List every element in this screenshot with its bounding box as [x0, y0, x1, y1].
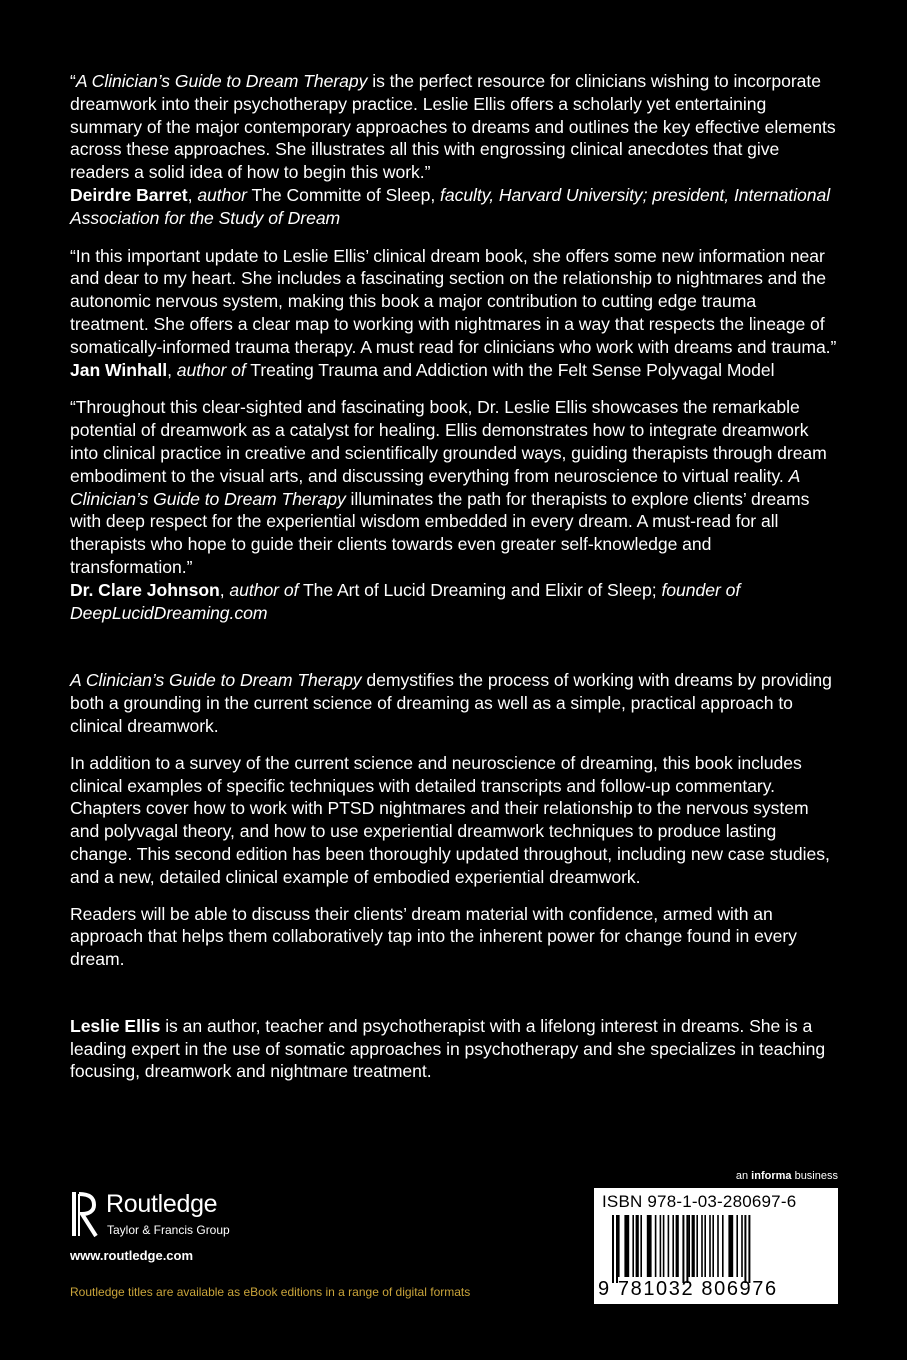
barcode-bar	[728, 1215, 733, 1277]
publisher-name: Routledge	[106, 1190, 218, 1218]
publisher-website[interactable]: www.routledge.com	[70, 1248, 194, 1263]
barcode-bar	[632, 1215, 634, 1277]
barcode-bar	[618, 1215, 620, 1277]
barcode-digits: 9 781032 806976	[598, 1278, 778, 1300]
barcode-bar	[624, 1215, 629, 1277]
barcode-bar	[676, 1215, 679, 1277]
book-title: A Clinician’s Guide to Dream Therapy	[70, 465, 800, 509]
description-paragraph-2: In addition to a survey of the current science and neuroscience of dreaming, this book includes clinical examples of specific techniques with detailed transcripts and follow-up commentary. Chapters cover how to work with PTSD nightmares and their relationship to the nervous system and polyvagal theory, and how to use experiential dreamwork techniques to produce lasting change. This second edition has been thoroughly updated throughout, including new case studies, and a new, detailed clinical example of embodied experiential dreamwork.	[70, 752, 830, 887]
book-description	[70, 669, 838, 971]
barcode-bar	[709, 1215, 711, 1277]
endorsement-2	[70, 245, 838, 382]
barcode-bar	[636, 1215, 639, 1277]
barcode-bar	[701, 1215, 703, 1277]
endorsement-3-attribution: Dr. Clare Johnson, author of The Art of Lucid Dreaming and Elixir of Sleep; founder of DeepLucidDreaming.com	[70, 579, 741, 623]
publisher-group: Taylor & Francis Group	[107, 1223, 230, 1237]
barcode-bar	[722, 1215, 724, 1277]
barcode-bar	[640, 1215, 642, 1277]
barcode-bar	[655, 1215, 657, 1277]
endorsement-1	[70, 70, 838, 230]
endorsement-2-attribution: Jan Winhall, author of Treating Trauma and Addiction with the Felt Sense Polyvagal Model	[70, 359, 775, 380]
endorsement-1-attribution: Deirdre Barret, author The Committe of Sleep, faculty, Harvard University; president, International Association for the Study of Dream	[70, 184, 831, 228]
barcode-bar	[736, 1215, 738, 1277]
barcode-bar	[688, 1215, 690, 1277]
barcode-bar	[663, 1215, 665, 1277]
endorsement-3	[70, 396, 838, 624]
barcode-bar	[612, 1215, 614, 1283]
barcode-bar	[712, 1215, 714, 1277]
endorser-name: Jan Winhall	[70, 359, 168, 380]
endorsement-3-quote: “Throughout this clear-sighted and fascinating book, Dr. Leslie Ellis showcases the remarkable potential of dreamwork as a catalyst for healing. Ellis demonstrates how to integrate dreamwork into clinical practice in creative and scientifically grounded ways, guiding therapists through dream embodiment to the visual arts, and discussing everything from neuroscience to virtual reality. A Clinician’s Guide to Dream Therapy illuminates the path for therapists to explore clients’ dreams with deep respect for the experiential wisdom embedded in every dream. A must-read for all therapists who hope to guide their clients towards even greater self-knowledge and transformation.”	[70, 397, 827, 577]
barcode-bar	[682, 1215, 684, 1283]
informa-tagline: an informa business	[735, 1170, 838, 1182]
barcode-bars	[612, 1215, 834, 1283]
ebook-note: Routledge titles are available as eBook editions in a range of digital formats	[70, 1285, 471, 1299]
endorsement-1-quote: “A Clinician’s Guide to Dream Therapy is the perfect resource for clinicians wishing to incorporate dreamwork into their psychotherapy practice. Leslie Ellis offers a scholarly yet entertaining summary of the major contemporary approaches to dreams and outlines the key effective elements across these approaches. She illustrates all this with engrossing clinical anecdotes that give readers a solid idea of how to begin this work.”	[70, 71, 836, 183]
isbn-barcode	[594, 1188, 838, 1304]
description-paragraph-3: Readers will be able to discuss their clients’ dream material with confidence, armed with an approach that helps them collaboratively tap into the inherent power for change found in every dream.	[70, 903, 797, 970]
barcode-bar	[748, 1215, 750, 1283]
endorsement-2-quote: “In this important update to Leslie Ellis’ clinical dream book, she offers some new information near and dear to my heart. She includes a fascinating section on the relationship to nightmares and the autonomic nervous system, making this book a major contribution to cutting edge trauma treatment. She offers a clear map to working with nightmares in a way that respects the lineage of somatically-informed trauma therapy. A must read for clinicians who work with dreams and trauma.”	[70, 245, 837, 357]
barcode-bar	[660, 1215, 662, 1277]
barcode-bar	[672, 1215, 674, 1277]
isbn-label: ISBN 978-1-03-280697-6	[602, 1192, 797, 1211]
barcode-bar	[668, 1215, 670, 1277]
back-cover-text	[70, 70, 838, 1083]
book-title: A Clinician’s Guide to Dream Therapy	[75, 71, 368, 91]
endorser-name: Deirdre Barret	[70, 184, 188, 205]
barcode-bar	[704, 1215, 706, 1277]
endorser-name: Dr. Clare Johnson	[70, 579, 220, 600]
book-title: A Clinician’s Guide to Dream Therapy	[70, 670, 362, 691]
barcode-bar	[717, 1215, 719, 1277]
author-bio: Leslie Ellis is an author, teacher and psychotherapist with a lifelong interest in dreams. She is a leading expert in the use of somatic approaches in psychotherapy and she specializes in teaching focusing, dreamwork and nightmare treatment.	[70, 1015, 826, 1082]
barcode-bar	[686, 1215, 688, 1283]
author-name: Leslie Ellis	[70, 1015, 161, 1036]
barcode-bar	[696, 1215, 698, 1277]
barcode-bar	[692, 1215, 695, 1277]
barcode-bar	[741, 1215, 743, 1277]
routledge-logo-icon	[70, 1190, 100, 1238]
description-paragraph-1: A Clinician’s Guide to Dream Therapy demystifies the process of working with dreams by providing both a grounding in the current science of dreaming as well as a simple, practical approach to clinical dreamwork.	[70, 670, 832, 736]
barcode-bar	[744, 1215, 746, 1283]
barcode-bar	[647, 1215, 652, 1277]
barcode-bar	[616, 1215, 618, 1283]
